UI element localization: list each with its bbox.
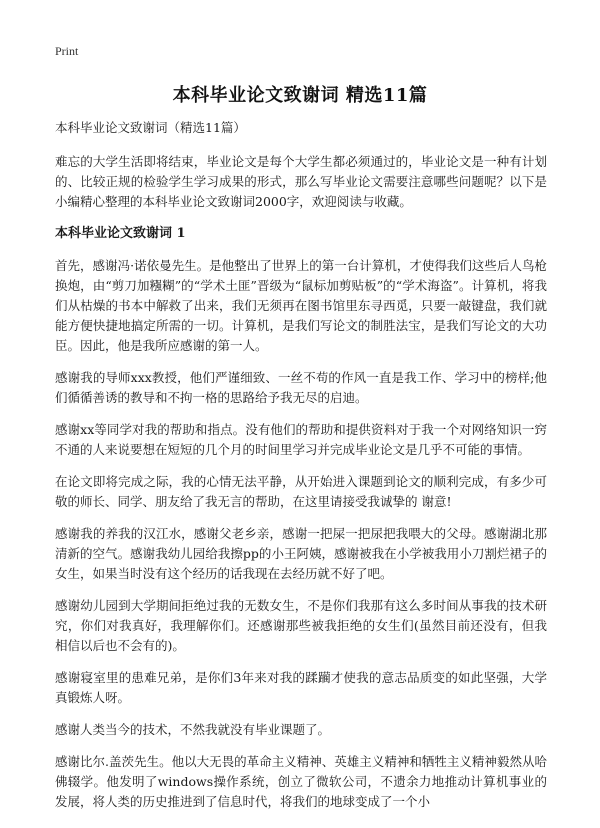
body-paragraph: 感谢我的养我的汉江水，感谢父老乡亲，感谢一把屎一把尿把我喂大的父母。感谢湖北那清新的空气。感谢我幼儿园给我擦pp的小王阿姨，感谢被我在小学被我用小刀割烂裙子的女生，如果当时没有这个经历的话我现在去经历就不好了吧。 [55,526,547,581]
body-paragraph: 感谢xx等同学对我的帮助和指点。没有他们的帮助和提供资料对于我一个对网络知识一窍不通的人来说要想在短短的几个月的时间里学习并完成毕业论文是几乎不可能的事情。 [55,422,547,457]
body-paragraph: 在论文即将完成之际，我的心情无法平静，从开始进入课题到论文的顺利完成，有多少可敬的师长、同学、朋友给了我无言的帮助，在这里请接受我诚挚的 谢意! [55,474,547,509]
document-body [55,118,547,824]
body-paragraph: 感谢我的导师xxx教授，他们严谨细致、一丝不苟的作风一直是我工作、学习中的榜样;他们循循善诱的教导和不拘一格的思路给予我无尽的启迪。 [55,370,547,405]
body-paragraph: 感谢寝室里的患难兄弟，是你们3年来对我的蹂躏才使我的意志品质变的如此坚强，大学真锻炼人呀。 [55,670,547,705]
body-paragraph: 首先，感谢冯·诺依曼先生。是他整出了世界上的第一台计算机，才使得我们这些后人鸟枪换炮，由“剪刀加糨糊”的“学术土匪”晋级为“鼠标加剪贴板”的“学术海盗”。计算机，将我们从枯燥的书本中解救了出来，我们无须再在图书馆里东寻西觅，只要一敲键盘，我们就能方便快捷地搞定所需的一切。计算机，是我们写论文的制胜法宝，是我们写论文的大功臣。因此，他是我所应感谢的第一人。 [55,258,547,353]
body-paragraph: 感谢比尔.盖茨先生。他以大无畏的革命主义精神、英雄主义精神和牺牲主义精神毅然从哈佛辍学。他发明了windows操作系统，创立了微软公司，不遗余力地推动计算机事业的发展，将人类的历史推进到了信息时代，将我们的地球变成了一个小 [55,754,547,809]
section-heading: 本科毕业论文致谢词 1 [55,226,186,241]
body-paragraph: 感谢人类当今的技术，不然我就没有毕业课题了。 [55,722,331,737]
body-paragraph: 感谢幼儿园到大学期间拒绝过我的无数女生，不是你们我那有这么多时间从事我的技术研究，你们对我真好，我理解你们。还感谢那些被我拒绝的女生们(虽然目前还没有，但我相信以后也不会有的)。 [55,598,547,653]
intro-paragraph: 难忘的大学生活即将结束，毕业论文是每个大学生都必须通过的，毕业论文是一种有计划的、比较正规的检验学生学习成果的形式，那么写毕业论文需要注意哪些问题呢？以下是小编精心整理的本科毕业论文致谢词2000字，欢迎阅读与收藏。 [55,154,547,209]
document-subtitle: 本科毕业论文致谢词（精选11篇） [55,120,246,135]
page-title: 本科毕业论文致谢词 精选11篇 [172,85,428,106]
print-label: Print [55,44,79,58]
